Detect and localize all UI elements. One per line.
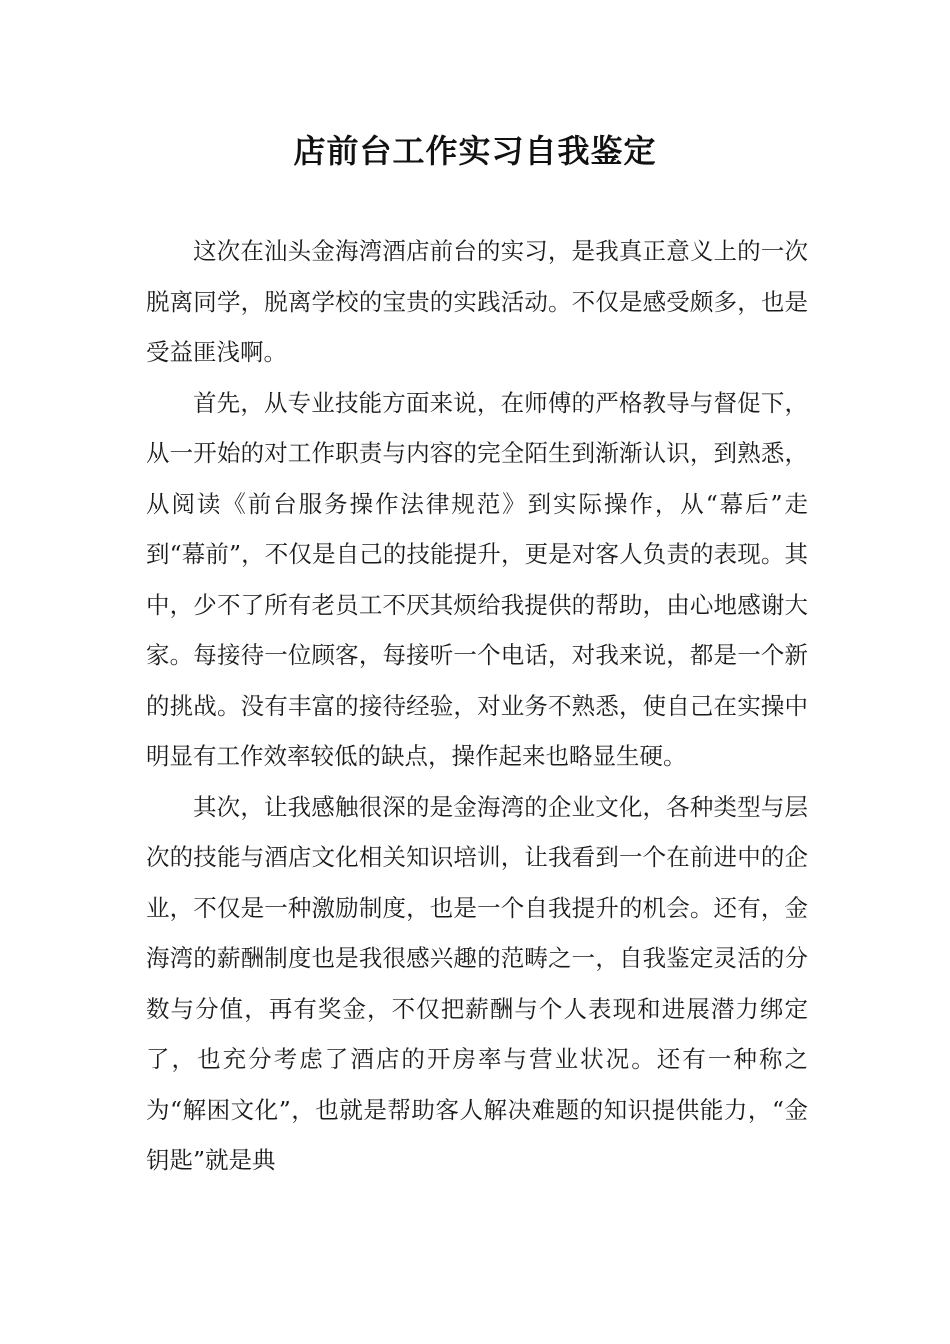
paragraph-3: 其次，让我感触很深的是金海湾的企业文化，各种类型与层次的技能与酒店文化相关知识培训，让我看到一个在前进中的企业，不仅是一种激励制度，也是一个自我提升的机会。还有，金海湾的薪酬制度也是我很感兴趣的范畴之一，自我鉴定灵活的分数与分值，再有奖金，不仅把薪酬与个人表现和进展潜力绑定了，也充分考虑了酒店的开房率与营业状况。还有一种称之为“解困文化”，也就是帮助客人解决难题的知识提供能力，“金钥匙”就是典	[146, 792, 808, 1174]
document-title: 店前台工作实习自我鉴定	[293, 132, 657, 170]
paragraph-2: 首先，从专业技能方面来说，在师傅的严格教导与督促下，从一开始的对工作职责与内容的完全陌生到渐渐认识，到熟悉，从阅读《前台服务操作法律规范》到实际操作，从“幕后”走到“幕前”，不仅是自己的技能提升，更是对客人负责的表现。其中，少不了所有老员工不厌其烦给我提供的帮助，由心地感谢大家。每接待一位顾客，每接听一个电话，对我来说，都是一个新的挑战。没有丰富的接待经验，对业务不熟悉，使自己在实操中明显有工作效率较低的缺点，操作起来也略显生硬。	[146, 388, 808, 770]
document-body	[146, 226, 808, 1186]
paragraph-1: 这次在汕头金海湾酒店前台的实习，是我真正意义上的一次脱离同学，脱离学校的宝贵的实践活动。不仅是感受颇多，也是受益匪浅啊。	[146, 237, 808, 366]
